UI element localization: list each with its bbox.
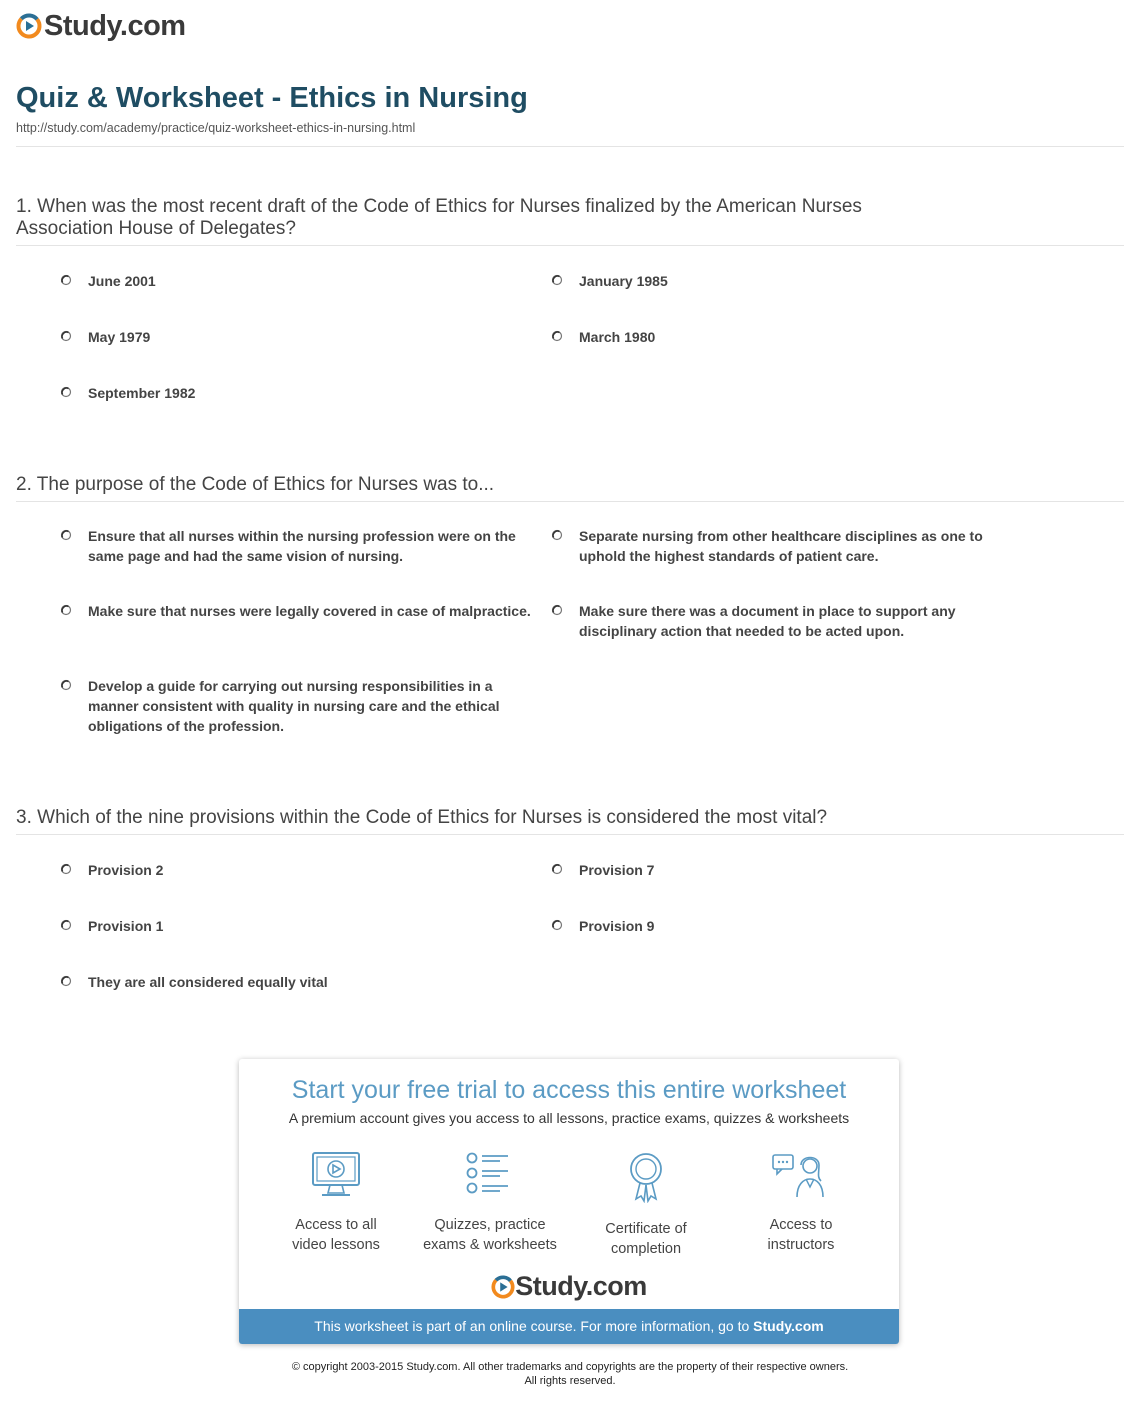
radio-icon[interactable] (60, 679, 72, 691)
question-text: 3. Which of the nine provisions within the Code of Ethics for Nurses is considered the most vital? (16, 807, 1124, 835)
answer-option[interactable]: May 1979 (88, 327, 533, 347)
radio-icon[interactable] (60, 919, 72, 931)
radio-icon[interactable] (551, 529, 563, 541)
monitor-video-icon (310, 1151, 362, 1199)
answer-option[interactable]: Provision 1 (88, 916, 533, 936)
radio-icon[interactable] (551, 604, 563, 616)
promo-studycom-logo[interactable] (239, 1271, 899, 1302)
answer-option[interactable]: Develop a guide for carrying out nursing responsibilities in a manner consistent with quality in nursing care and the ethical obligations of the profession. (88, 676, 533, 736)
radio-icon[interactable] (60, 975, 72, 987)
promo-title[interactable]: Start your free trial to access this entire worksheet (291, 1076, 847, 1104)
feature-video-lessons: Access to all video lessons (261, 1151, 411, 1255)
logo-wordmark: Study.com (44, 9, 186, 42)
feature-certificate: Certificate of completion (571, 1151, 721, 1259)
question-text: 2. The purpose of the Code of Ethics for Nurses was to... (16, 474, 1124, 502)
copyright-notice: © copyright 2003-2015 Study.com. All other trademarks and copyrights are the property of their respective owners. All rights reserved. (291, 1361, 849, 1387)
answer-option[interactable]: Separate nursing from other healthcare disciplines as one to uphold the highest standards of patient care. (579, 526, 1024, 566)
question-3 (16, 807, 1124, 990)
page-title: Quiz & Worksheet - Ethics in Nursing (16, 82, 528, 114)
radio-icon[interactable] (551, 330, 563, 342)
certificate-ribbon-icon (620, 1151, 672, 1203)
radio-icon[interactable] (60, 386, 72, 398)
radio-icon[interactable] (551, 274, 563, 286)
radio-icon[interactable] (60, 604, 72, 616)
checklist-icon (464, 1151, 516, 1199)
question-1 (16, 196, 1124, 401)
instructor-chat-icon (771, 1151, 831, 1199)
answer-option[interactable]: March 1980 (579, 327, 1024, 347)
radio-icon[interactable] (551, 863, 563, 875)
radio-icon[interactable] (60, 863, 72, 875)
radio-icon[interactable] (60, 529, 72, 541)
answer-option[interactable]: Make sure there was a document in place to support any disciplinary action that needed to be acted upon. (579, 601, 1024, 641)
answer-option[interactable]: Provision 7 (579, 860, 1024, 880)
promo-subtitle: A premium account gives you access to all lessons, practice exams, quizzes & worksheets (288, 1110, 850, 1126)
promo-info-bar: This worksheet is part of an online course. For more information, go to Study.com (239, 1309, 899, 1344)
free-trial-promo (239, 1059, 899, 1344)
studycom-logo[interactable] (16, 10, 186, 42)
answer-option[interactable]: They are all considered equally vital (88, 972, 533, 992)
answer-option[interactable]: Provision 2 (88, 860, 533, 880)
page-url[interactable]: http://study.com/academy/practice/quiz-worksheet-ethics-in-nursing.html (16, 121, 416, 135)
play-logo-icon (16, 13, 42, 39)
answer-option[interactable]: January 1985 (579, 271, 1024, 291)
radio-icon[interactable] (551, 919, 563, 931)
play-logo-icon (491, 1275, 515, 1299)
question-2 (16, 474, 1124, 734)
answer-option[interactable]: Provision 9 (579, 916, 1024, 936)
divider (16, 146, 1124, 147)
feature-quizzes: Quizzes, practice exams & worksheets (415, 1151, 565, 1255)
answer-option[interactable]: Ensure that all nurses within the nursing profession were on the same page and had the same vision of nursing. (88, 526, 533, 566)
question-text: 1. When was the most recent draft of the Code of Ethics for Nurses finalized by the American Nurses Association House of Delegates? (16, 196, 1124, 246)
studycom-link[interactable]: Study.com (753, 1318, 824, 1334)
radio-icon[interactable] (60, 274, 72, 286)
answer-option[interactable]: June 2001 (88, 271, 533, 291)
answer-option[interactable]: September 1982 (88, 383, 533, 403)
logo-wordmark: Study.com (515, 1271, 647, 1301)
radio-icon[interactable] (60, 330, 72, 342)
feature-instructors: Access to instructors (726, 1151, 876, 1255)
answer-option[interactable]: Make sure that nurses were legally covered in case of malpractice. (88, 601, 533, 621)
